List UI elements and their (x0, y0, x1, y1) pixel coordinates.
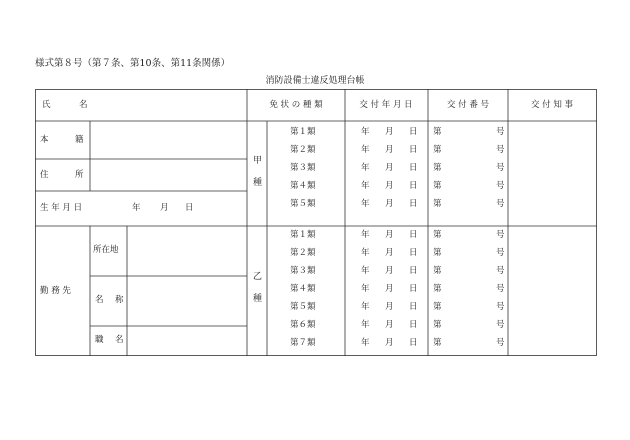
otsu-class: 第３類 (290, 266, 316, 276)
kou-class: 第５類 (290, 199, 316, 209)
otsu-year: 年 (361, 248, 370, 258)
kou-year: 年 (361, 181, 370, 191)
kou-dai: 第 (433, 181, 442, 191)
kou-year: 年 (361, 127, 370, 137)
otsu-dai: 第 (433, 320, 442, 330)
label-domicile-char1: 本 (40, 135, 49, 145)
group-label-otsu (253, 273, 262, 304)
otsu-dai: 第 (433, 230, 442, 240)
otsu-month: 月 (385, 302, 394, 312)
otsu-day: 日 (409, 284, 418, 294)
header-name-char1: 氏 (42, 100, 51, 110)
kou-day: 日 (409, 127, 418, 137)
group-kou-top: 甲 (253, 156, 263, 166)
document-title: 消防設備士違反処理台帳 (265, 76, 365, 86)
otsu-gou: 号 (496, 302, 505, 312)
otsu-month: 月 (385, 338, 394, 348)
otsu-day: 日 (409, 230, 418, 240)
group-kou-bottom: 種 (253, 178, 263, 188)
header-issuing-governor: 交 付 知 事 (530, 100, 574, 110)
otsu-dai: 第 (433, 284, 442, 294)
label-company-name-char1: 名 (95, 295, 104, 305)
kou-month: 月 (385, 127, 394, 137)
otsu-month: 月 (385, 284, 394, 294)
kou-dai: 第 (433, 199, 442, 209)
kou-day: 日 (409, 199, 418, 209)
kou-class: 第４類 (290, 181, 316, 191)
otsu-day: 日 (409, 338, 418, 348)
otsu-month: 月 (385, 248, 394, 258)
otsu-gou: 号 (496, 320, 505, 330)
form-number-caption: 様式第８号（第７条、第10条、第11条関係） (35, 58, 231, 69)
table-grid-lines (35, 89, 597, 356)
label-position-char2: 名 (115, 335, 124, 345)
otsu-gou: 号 (496, 338, 505, 348)
kou-dai: 第 (433, 163, 442, 173)
label-address-char2: 所 (75, 170, 84, 180)
kou-gou: 号 (496, 127, 505, 137)
group-label-kou (253, 157, 262, 188)
otsu-class: 第４類 (290, 284, 316, 294)
kou-gou: 号 (496, 163, 505, 173)
kou-day: 日 (409, 163, 418, 173)
otsu-class: 第２類 (290, 248, 316, 258)
otsu-class: 第６類 (290, 320, 316, 330)
kou-year: 年 (361, 163, 370, 173)
birth-year-unit: 年 (132, 203, 141, 213)
birth-month-unit: 月 (160, 203, 169, 213)
otsu-month: 月 (385, 266, 394, 276)
kou-dai: 第 (433, 127, 442, 137)
label-position-char1: 職 (95, 335, 104, 345)
otsu-gou: 号 (496, 230, 505, 240)
label-domicile-char2: 籍 (75, 135, 84, 145)
label-company-name-char2: 称 (115, 295, 124, 305)
otsu-class: 第１類 (290, 230, 316, 240)
kou-year: 年 (361, 145, 370, 155)
kou-day: 日 (409, 181, 418, 191)
header-license-type: 免 状 の 種 類 (269, 100, 323, 110)
otsu-year: 年 (361, 338, 370, 348)
kou-class: 第２類 (290, 145, 316, 155)
kou-month: 月 (385, 163, 394, 173)
kou-class: 第１類 (290, 127, 316, 137)
kou-dai: 第 (433, 145, 442, 155)
kou-class: 第３類 (290, 163, 316, 173)
header-name-char2: 名 (79, 100, 88, 110)
kou-day: 日 (409, 145, 418, 155)
birth-day-unit: 日 (185, 203, 194, 213)
kou-month: 月 (385, 181, 394, 191)
otsu-day: 日 (409, 266, 418, 276)
label-address-char1: 住 (40, 170, 49, 180)
otsu-dai: 第 (433, 338, 442, 348)
otsu-gou: 号 (496, 284, 505, 294)
group-otsu-bottom: 種 (253, 294, 263, 304)
label-location: 所在地 (93, 245, 119, 255)
otsu-year: 年 (361, 266, 370, 276)
otsu-dai: 第 (433, 266, 442, 276)
kou-gou: 号 (496, 145, 505, 155)
otsu-class: 第７類 (290, 338, 316, 348)
otsu-year: 年 (361, 284, 370, 294)
label-birthdate: 生 年 月 日 (40, 203, 83, 213)
label-workplace: 勤 務 先 (40, 286, 71, 296)
group-otsu-top: 乙 (253, 272, 263, 282)
kou-gou: 号 (496, 199, 505, 209)
header-issue-date: 交 付 年 月 日 (359, 100, 413, 110)
otsu-gou: 号 (496, 266, 505, 276)
otsu-year: 年 (361, 302, 370, 312)
otsu-dai: 第 (433, 248, 442, 258)
otsu-day: 日 (409, 302, 418, 312)
kou-month: 月 (385, 145, 394, 155)
otsu-gou: 号 (496, 248, 505, 258)
otsu-month: 月 (385, 230, 394, 240)
otsu-day: 日 (409, 248, 418, 258)
otsu-month: 月 (385, 320, 394, 330)
otsu-dai: 第 (433, 302, 442, 312)
kou-year: 年 (361, 199, 370, 209)
otsu-year: 年 (361, 230, 370, 240)
otsu-year: 年 (361, 320, 370, 330)
register-table (35, 89, 597, 356)
kou-month: 月 (385, 199, 394, 209)
otsu-day: 日 (409, 320, 418, 330)
header-issue-number: 交 付 番 号 (446, 100, 490, 110)
otsu-class: 第５類 (290, 302, 316, 312)
kou-gou: 号 (496, 181, 505, 191)
